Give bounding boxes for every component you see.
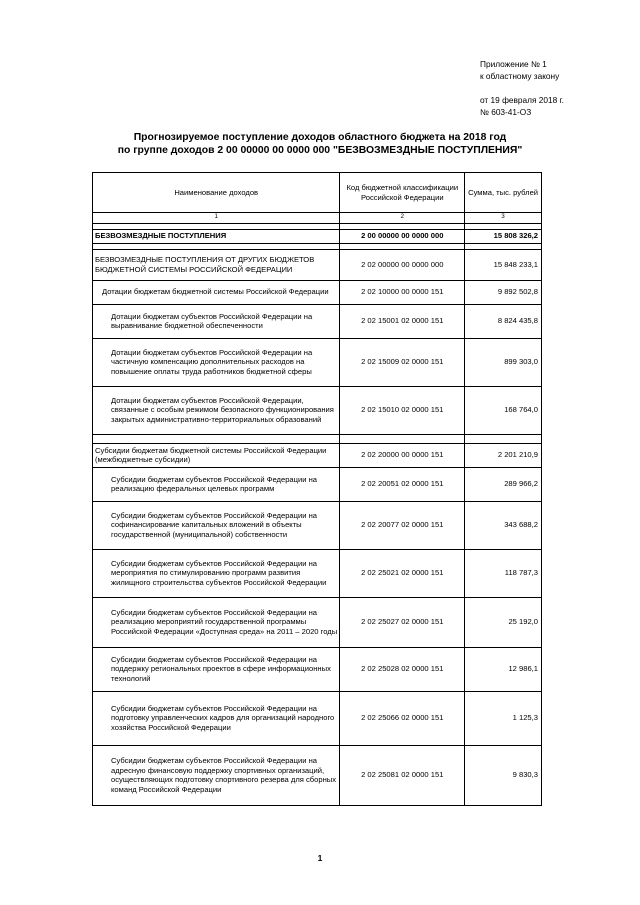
column-number: 3 — [465, 213, 542, 224]
amount: 15 848 233,1 — [465, 249, 542, 280]
table-row — [93, 549, 542, 597]
table-row — [93, 386, 542, 434]
budget-code: 2 02 25021 02 0000 151 — [340, 549, 465, 597]
appendix-reference — [480, 58, 564, 118]
table-header-row — [93, 173, 542, 213]
amount: 9 830,3 — [465, 745, 542, 805]
table-row — [93, 249, 542, 280]
budget-code: 2 02 00000 00 0000 000 — [340, 249, 465, 280]
revenue-table — [92, 172, 542, 806]
income-name: Субсидии бюджетам бюджетной системы Российской Федерации (межбюджетные субсидии) — [93, 443, 340, 467]
income-name: Субсидии бюджетам субъектов Российской Федерации на адресную финансовую поддержку спортивных организаций, осуществляющих подготовку спортивного резерва для сборных команд Российской Федерации — [93, 745, 340, 805]
income-name: Субсидии бюджетам субъектов Российской Федерации на реализацию мероприятий государственной программы Российской Федерации «Доступная среда» на 2011 – 2020 годы — [93, 597, 340, 647]
budget-code: 2 02 15010 02 0000 151 — [340, 386, 465, 434]
table-row — [93, 647, 542, 691]
law-number: № 603-41-ОЗ — [480, 107, 532, 117]
income-name: Субсидии бюджетам субъектов Российской Федерации на софинансирование капитальных вложений в объекты государственной (муниципальной) собственности — [93, 501, 340, 549]
table-row — [93, 691, 542, 745]
income-name: БЕЗВОЗМЕЗДНЫЕ ПОСТУПЛЕНИЯ — [93, 229, 340, 243]
budget-code: 2 02 25028 02 0000 151 — [340, 647, 465, 691]
table-row — [93, 745, 542, 805]
amount: 15 808 326,2 — [465, 229, 542, 243]
income-name: Субсидии бюджетам субъектов Российской Федерации на подготовку управленческих кадров для организаций народного хозяйства Российской Федерации — [93, 691, 340, 745]
column-number-row — [93, 213, 542, 224]
income-name: Субсидии бюджетам субъектов Российской Федерации на поддержку региональных проектов в сфере информационных технологий — [93, 647, 340, 691]
header-cell: Сумма, тыс. рублей — [465, 173, 542, 213]
table-row — [93, 443, 542, 467]
budget-code: 2 02 25066 02 0000 151 — [340, 691, 465, 745]
amount: 289 966,2 — [465, 467, 542, 501]
budget-code: 2 02 15009 02 0000 151 — [340, 338, 465, 386]
spacer-row — [93, 434, 542, 443]
amount: 343 688,2 — [465, 501, 542, 549]
column-number: 1 — [93, 213, 340, 224]
law-date: от 19 февраля 2018 г. — [480, 95, 564, 105]
amount: 899 303,0 — [465, 338, 542, 386]
budget-code: 2 02 25027 02 0000 151 — [340, 597, 465, 647]
amount: 9 892 502,8 — [465, 280, 542, 304]
amount: 2 201 210,9 — [465, 443, 542, 467]
table-row — [93, 467, 542, 501]
budget-code: 2 00 00000 00 0000 000 — [340, 229, 465, 243]
budget-code: 2 02 20051 02 0000 151 — [340, 467, 465, 501]
income-name: Дотации бюджетам бюджетной системы Российской Федерации — [93, 280, 340, 304]
amount: 12 986,1 — [465, 647, 542, 691]
budget-code: 2 02 10000 00 0000 151 — [340, 280, 465, 304]
income-name: Дотации бюджетам субъектов Российской Федерации, связанные с особым режимом безопасного функционирования закрытых административно-территориальных образований — [93, 386, 340, 434]
table-row — [93, 304, 542, 338]
title-line: по группе доходов 2 00 00000 00 0000 000 "БЕЗВОЗМЕЗДНЫЕ ПОСТУПЛЕНИЯ" — [117, 145, 523, 156]
budget-code: 2 02 20000 00 0000 151 — [340, 443, 465, 467]
amount: 1 125,3 — [465, 691, 542, 745]
amount: 118 787,3 — [465, 549, 542, 597]
amount: 8 824 435,8 — [465, 304, 542, 338]
title-line: Прогнозируемое поступление доходов областного бюджета на 2018 год — [133, 132, 507, 143]
budget-code: 2 02 25081 02 0000 151 — [340, 745, 465, 805]
amount: 168 764,0 — [465, 386, 542, 434]
income-name: Дотации бюджетам субъектов Российской Федерации на частичную компенсацию дополнительных расходов на повышение оплаты труда работников бюджетной сферы — [93, 338, 340, 386]
income-name: Дотации бюджетам субъектов Российской Федерации на выравнивание бюджетной обеспеченности — [93, 304, 340, 338]
header-cell: Код бюджетной классификации Российской Федерации — [340, 173, 465, 213]
appendix-line: Приложение № 1 — [480, 59, 547, 69]
table-row — [93, 338, 542, 386]
income-name: Субсидии бюджетам субъектов Российской Федерации на реализацию федеральных целевых программ — [93, 467, 340, 501]
appendix-line: к областному закону — [480, 71, 560, 81]
income-name: БЕЗВОЗМЕЗДНЫЕ ПОСТУПЛЕНИЯ ОТ ДРУГИХ БЮДЖЕТОВ БЮДЖЕТНОЙ СИСТЕМЫ РОССИЙСКОЙ ФЕДЕРАЦИИ — [93, 249, 340, 280]
header-cell: Наименование доходов — [93, 173, 340, 213]
document-title — [0, 131, 640, 157]
column-number: 2 — [340, 213, 465, 224]
table-row — [93, 280, 542, 304]
amount: 25 192,0 — [465, 597, 542, 647]
table-row — [93, 597, 542, 647]
budget-code: 2 02 15001 02 0000 151 — [340, 304, 465, 338]
income-name: Субсидии бюджетам субъектов Российской Федерации на мероприятия по стимулированию программ развития жилищного строительства субъектов Российской Федерации — [93, 549, 340, 597]
budget-code: 2 02 20077 02 0000 151 — [340, 501, 465, 549]
table-row — [93, 229, 542, 243]
page-number: 1 — [317, 853, 323, 863]
table-row — [93, 501, 542, 549]
